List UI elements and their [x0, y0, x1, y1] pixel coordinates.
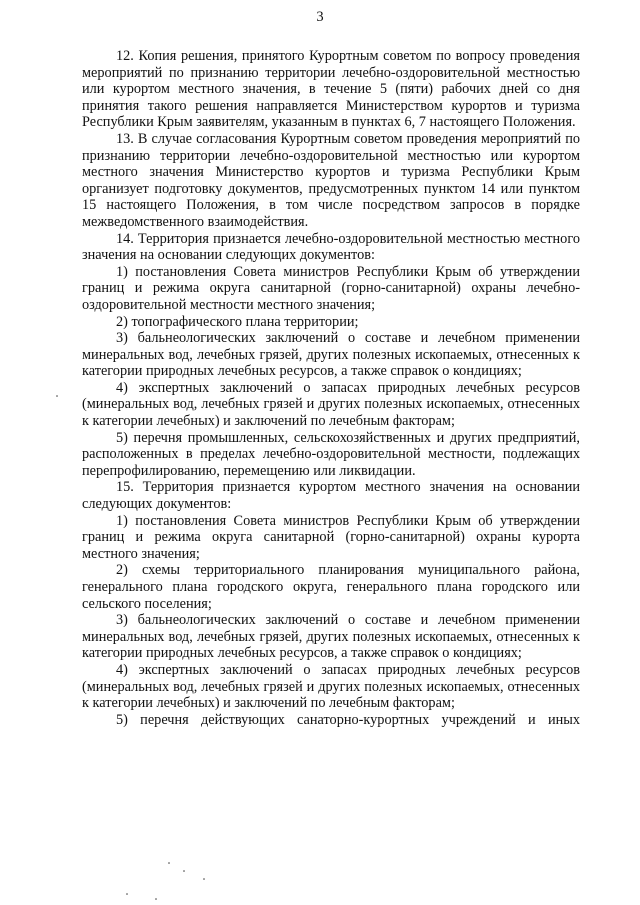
list-item-14-4: 4) экспертных заключений о запасах природных лечебных ресурсов (минеральных вод, лечебных грязей и других полезных ископаемых, отнесенных к категории лечебных) и заключений по лечебным факторам;	[82, 379, 580, 430]
list-item-15-2: 2) схемы территориального планирования муниципального района, генерального плана городского округа, генерального плана городского или сельского поселения;	[82, 562, 580, 612]
list-item-14-3: 3) бальнеологических заключений о составе и лечебном применении минеральных вод, лечебных грязей, других полезных ископаемых, отнесенных к категории природных лечебных ресурсов, а также справок о кондициях;	[82, 330, 580, 380]
scan-speck	[168, 862, 170, 864]
list-item-15-1: 1) постановления Совета министров Республики Крым об утверждении границ и режима округа санитарной (горно-санитарной) охраны курорта местного значения;	[82, 512, 580, 562]
list-item-15-3: 3) бальнеологических заключений о составе и лечебном применении минеральных вод, лечебных грязей, других полезных ископаемых, отнесенных к категории природных лечебных ресурсов, а также справок о кондициях;	[82, 612, 580, 662]
list-item-14-2: 2) топографического плана территории;	[116, 313, 359, 330]
paragraph-14: 14. Территория признается лечебно-оздоровительной местностью местного значения на основании следующих документов:	[82, 230, 580, 264]
scan-speck	[183, 870, 185, 872]
paragraph-13: 13. В случае согласования Курортным советом проведения мероприятий по признанию территории лечебно-оздоровительной местностью или курортом местного значения Министерство курортов и туризма Республики Крым организует подготовку документов, предусмотренных пунктом 14 или пунктом 15 настоящего Положения, в том числе посредством запросов в порядке межведомственного взаимодействия.	[82, 130, 580, 230]
list-item-15-4: 4) экспертных заключений о запасах природных лечебных ресурсов (минеральных вод, лечебных грязей и других полезных ископаемых, отнесенных к категории лечебных) и заключений по лечебным факторам;	[82, 661, 580, 712]
list-item-15-5: 5) перечня действующих санаторно-курортных учреждений и иных	[116, 711, 580, 728]
paragraph-12: 12. Копия решения, принятого Курортным советом по вопросу проведения мероприятий по признанию территории лечебно-оздоровительной местностью или курортом местного значения, в течение 5 (пяти) рабочих дней со дня принятия такого решения направляется Министерством курортов и туризма Республики Крым заявителям, указанным в пунктах 6, 7 настоящего Положения.	[82, 48, 580, 131]
list-item-14-1: 1) постановления Совета министров Республики Крым об утверждении границ и режима округа санитарной (горно-санитарной) охраны лечебно-оздоровительной местности местного значения;	[82, 263, 580, 313]
document-body	[82, 48, 580, 728]
scan-speck	[203, 878, 205, 880]
scan-speck	[126, 893, 128, 895]
scan-speck	[155, 898, 157, 900]
paragraph-15: 15. Территория признается курортом местного значения на основании следующих документов:	[82, 479, 580, 513]
scan-speck	[56, 395, 58, 397]
list-item-14-5: 5) перечня промышленных, сельскохозяйственных и других предприятий, расположенных в пределах лечебно-оздоровительной местности, подлежащих перепрофилированию, перемещению или ликвидации.	[82, 429, 580, 479]
page-number: 3	[316, 9, 324, 25]
